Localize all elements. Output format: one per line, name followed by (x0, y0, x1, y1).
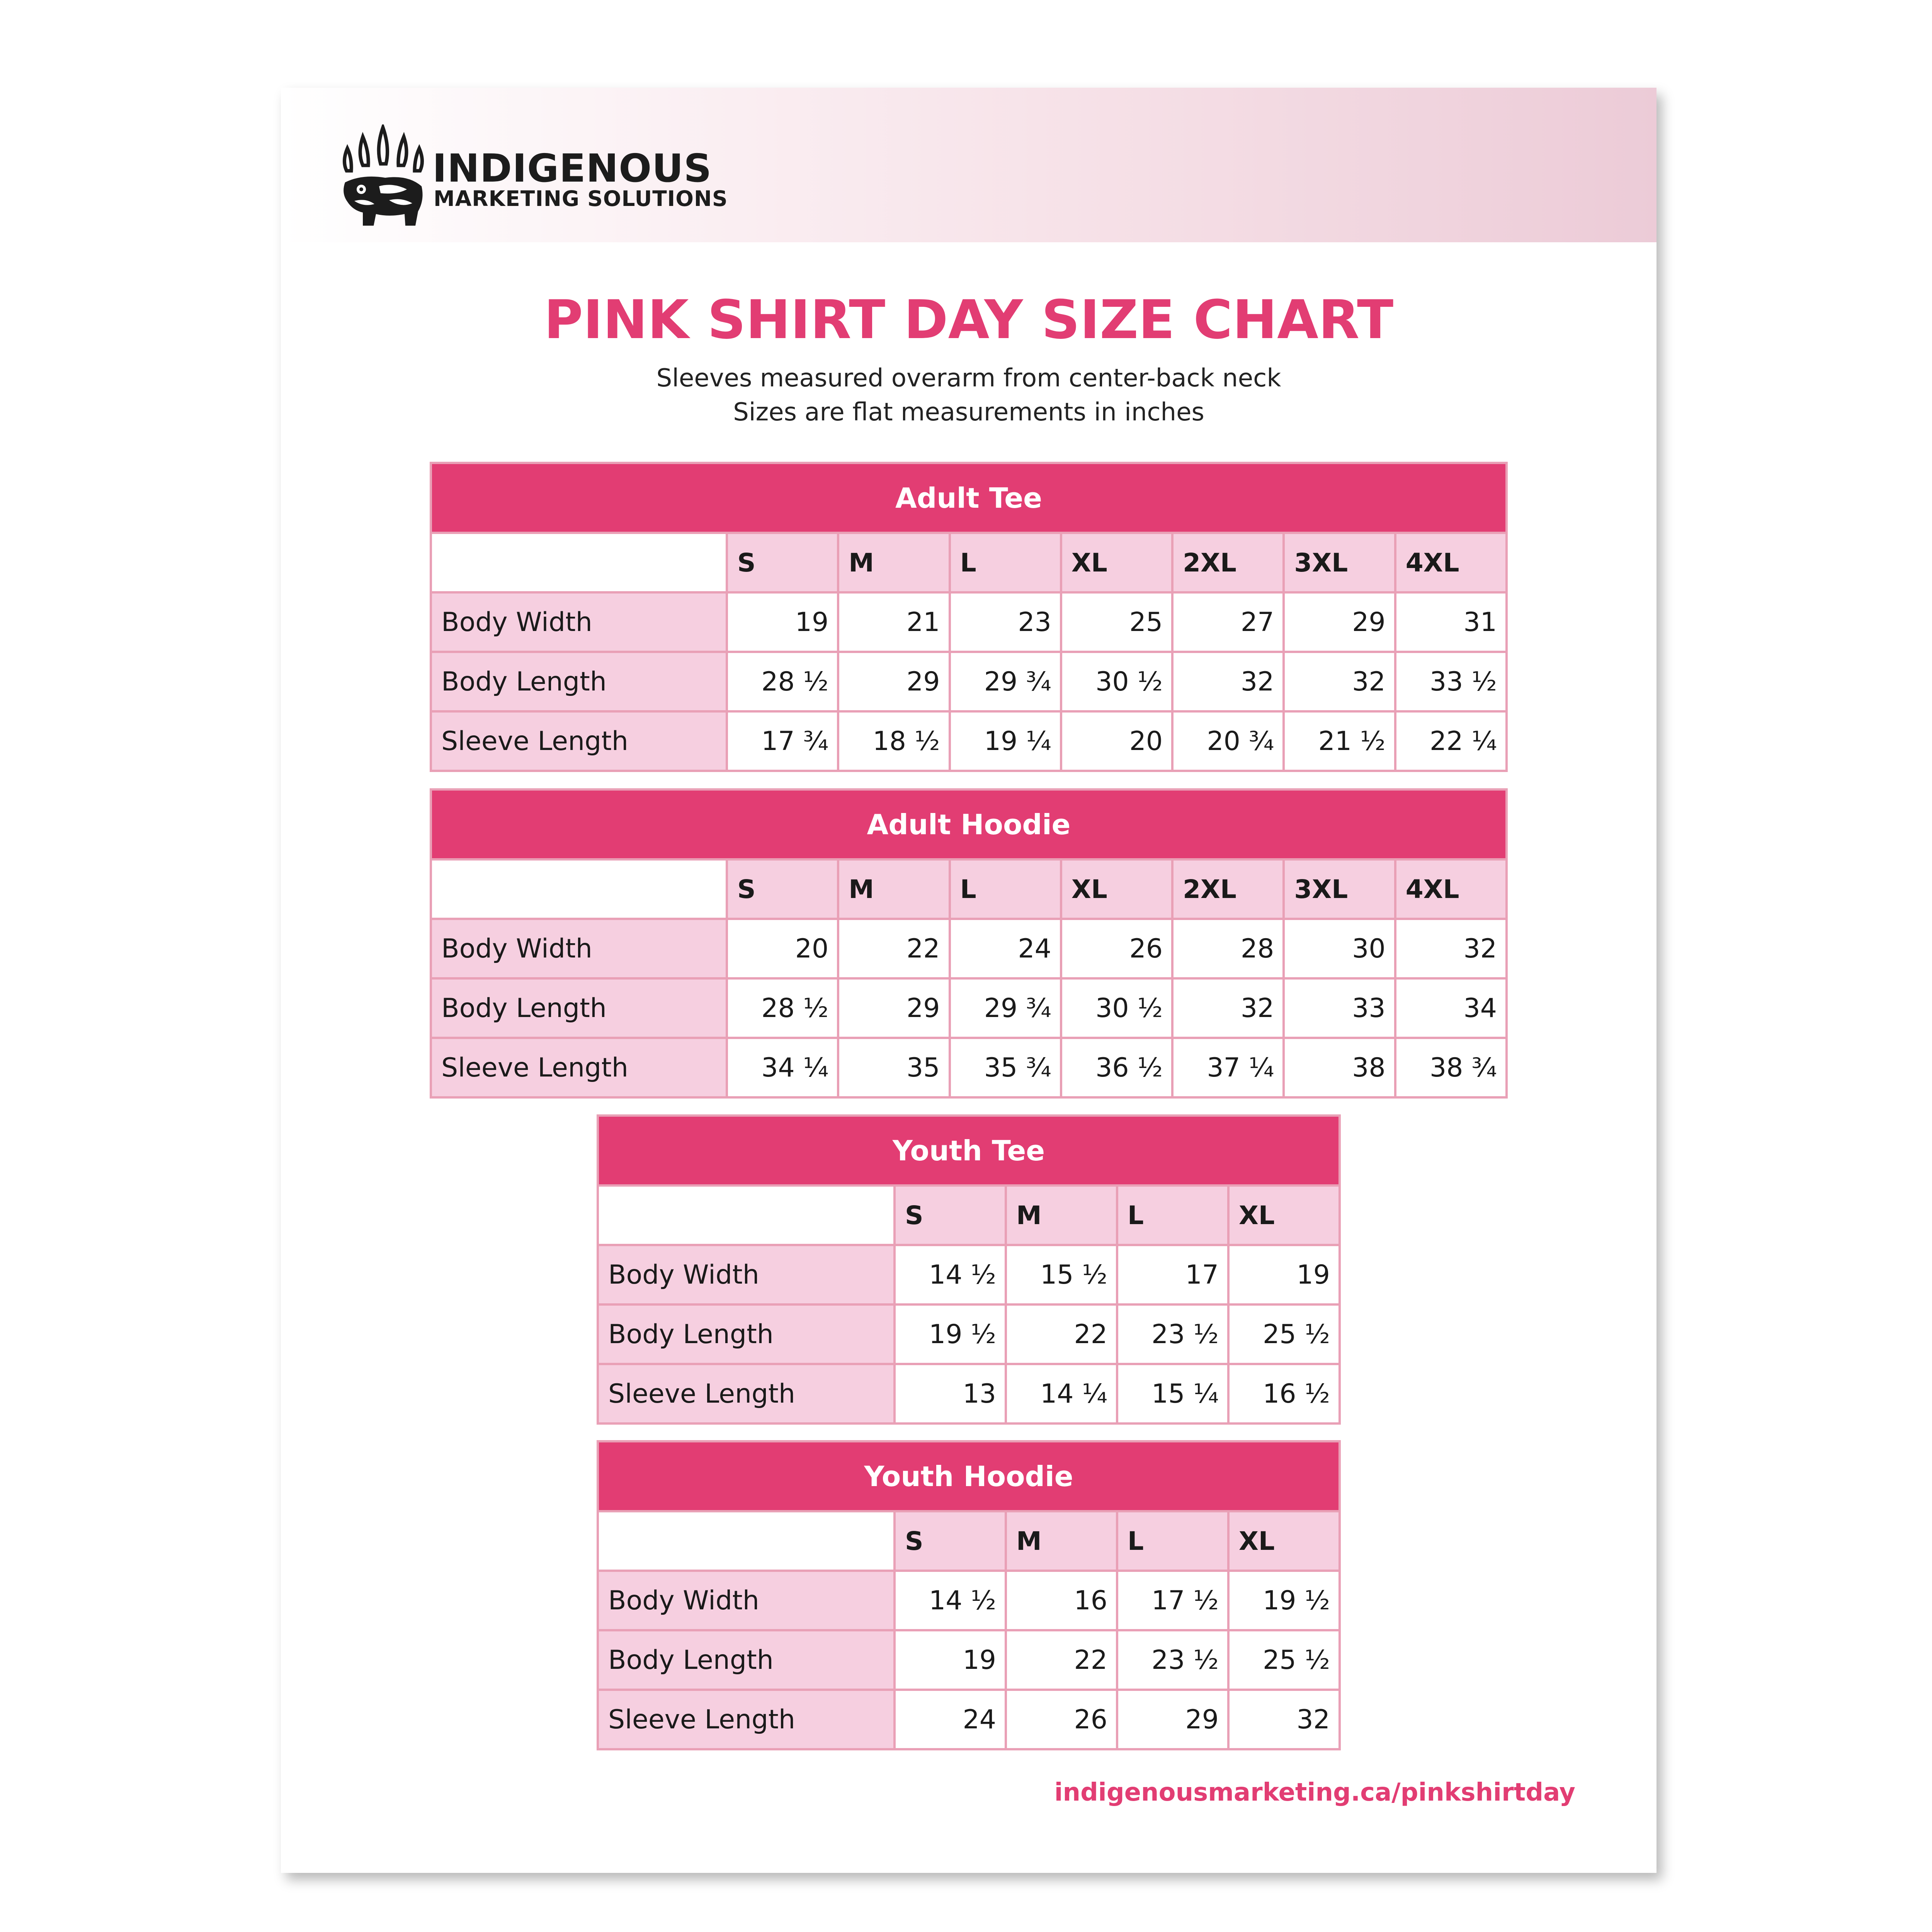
measurement-cell: 25 (1061, 592, 1172, 652)
measurement-cell: 21 (838, 592, 949, 652)
measurement-cell: 17 ¾ (727, 711, 838, 771)
measurement-cell: 37 ¼ (1172, 1038, 1284, 1097)
size-header: XL (1228, 1185, 1340, 1245)
size-header: 4XL (1395, 859, 1507, 919)
brand-name: INDIGENOUS (432, 146, 712, 191)
measurement-cell: 16 (1006, 1571, 1117, 1630)
size-header: 3XL (1284, 533, 1395, 592)
measurement-cell: 32 (1172, 652, 1284, 711)
measurement-cell: 17 ½ (1117, 1571, 1228, 1630)
size-header: 2XL (1172, 859, 1284, 919)
table-row (431, 652, 1507, 711)
measurement-cell: 38 (1284, 1038, 1395, 1097)
table-title: Adult Hoodie (431, 789, 1507, 859)
measurement-cell: 35 ¾ (950, 1038, 1061, 1097)
corner-cell (598, 1511, 895, 1571)
measurement-cell: 14 ¼ (1006, 1364, 1117, 1423)
size-header: 4XL (1395, 533, 1507, 592)
corner-cell (598, 1185, 895, 1245)
measurement-cell: 19 ¼ (950, 711, 1061, 771)
size-header: M (838, 859, 949, 919)
row-label: Body Length (598, 1304, 895, 1364)
size-header: L (1117, 1511, 1228, 1571)
table-row (598, 1245, 1340, 1304)
measurement-cell: 19 (727, 592, 838, 652)
measurement-cell: 31 (1395, 592, 1507, 652)
size-header: S (727, 859, 838, 919)
size-header: M (838, 533, 949, 592)
row-label: Body Length (598, 1630, 895, 1690)
measurement-cell: 38 ¾ (1395, 1038, 1507, 1097)
measurement-cell: 32 (1172, 978, 1284, 1038)
measurement-cell: 32 (1284, 652, 1395, 711)
measurement-cell: 26 (1006, 1690, 1117, 1749)
measurement-cell: 19 ½ (1228, 1571, 1340, 1630)
brand-tagline: MARKETING SOLUTIONS (434, 186, 728, 211)
measurement-cell: 16 ½ (1228, 1364, 1340, 1423)
size-header: L (950, 533, 1061, 592)
measurement-cell: 32 (1228, 1690, 1340, 1749)
measurement-cell: 34 ¼ (727, 1038, 838, 1097)
size-header: L (950, 859, 1061, 919)
row-label: Body Width (431, 919, 727, 978)
measurement-cell: 29 ¾ (950, 652, 1061, 711)
measurement-cell: 14 ½ (895, 1245, 1006, 1304)
size-chart-sheet (281, 88, 1656, 1873)
measurement-cell: 28 (1172, 919, 1284, 978)
measurement-cell: 20 (727, 919, 838, 978)
bear-claw-logo-icon (339, 124, 428, 227)
table-row (431, 592, 1507, 652)
measurement-cell: 34 (1395, 978, 1507, 1038)
measurement-cell: 22 (1006, 1630, 1117, 1690)
row-label: Body Width (598, 1245, 895, 1304)
measurement-cell: 15 ¼ (1117, 1364, 1228, 1423)
measurement-cell: 17 (1117, 1245, 1228, 1304)
size-header: 3XL (1284, 859, 1395, 919)
measurement-cell: 29 (1284, 592, 1395, 652)
measurement-cell: 22 (1006, 1304, 1117, 1364)
measurement-cell: 29 (838, 652, 949, 711)
table-title: Adult Tee (431, 463, 1507, 533)
measurement-cell: 19 ½ (895, 1304, 1006, 1364)
measurement-cell: 30 ½ (1061, 652, 1172, 711)
measurement-cell: 20 ¾ (1172, 711, 1284, 771)
measurement-cell: 35 (838, 1038, 949, 1097)
measurement-cell: 15 ½ (1006, 1245, 1117, 1304)
measurement-cell: 22 (838, 919, 949, 978)
table-row (598, 1304, 1340, 1364)
size-header: L (1117, 1185, 1228, 1245)
table-row (431, 711, 1507, 771)
measurement-cell: 25 ½ (1228, 1304, 1340, 1364)
measurement-cell: 30 (1284, 919, 1395, 978)
row-label: Body Length (431, 978, 727, 1038)
measurement-cell: 19 (1228, 1245, 1340, 1304)
measurement-cell: 20 (1061, 711, 1172, 771)
measurement-cell: 14 ½ (895, 1571, 1006, 1630)
size-header: XL (1061, 533, 1172, 592)
footer-url-link[interactable]: indigenousmarketing.ca/pinkshirtday (1054, 1778, 1575, 1807)
measurement-cell: 28 ½ (727, 978, 838, 1038)
table-row (431, 919, 1507, 978)
measurement-cell: 36 ½ (1061, 1038, 1172, 1097)
measurement-cell: 24 (895, 1690, 1006, 1749)
table-row (431, 1038, 1507, 1097)
measurement-cell: 21 ½ (1284, 711, 1395, 771)
measurement-cell: 19 (895, 1630, 1006, 1690)
table-row (598, 1364, 1340, 1423)
row-label: Body Length (431, 652, 727, 711)
youth-hoodie-table (597, 1440, 1341, 1750)
measurement-cell: 27 (1172, 592, 1284, 652)
measurement-cell: 26 (1061, 919, 1172, 978)
youth-tee-table (597, 1114, 1341, 1425)
measurement-cell: 30 ½ (1061, 978, 1172, 1038)
measurement-cell: 33 ½ (1395, 652, 1507, 711)
size-header: XL (1228, 1511, 1340, 1571)
row-label: Sleeve Length (431, 711, 727, 771)
size-header: S (895, 1185, 1006, 1245)
page-title: PINK SHIRT DAY SIZE CHART (544, 289, 1394, 351)
measurement-cell: 29 ¾ (950, 978, 1061, 1038)
row-label: Body Width (598, 1571, 895, 1630)
measurement-cell: 23 ½ (1117, 1630, 1228, 1690)
corner-cell (431, 533, 727, 592)
measurement-cell: 24 (950, 919, 1061, 978)
size-header: XL (1061, 859, 1172, 919)
size-header: M (1006, 1185, 1117, 1245)
measurement-cell: 18 ½ (838, 711, 949, 771)
measurement-cell: 29 (1117, 1690, 1228, 1749)
measurement-cell: 22 ¼ (1395, 711, 1507, 771)
measurement-cell: 25 ½ (1228, 1630, 1340, 1690)
subtitle-sleeve-note: Sleeves measured overarm from center-back neck (656, 364, 1281, 393)
table-row (598, 1571, 1340, 1630)
size-header: M (1006, 1511, 1117, 1571)
table-title: Youth Tee (598, 1116, 1340, 1185)
measurement-cell: 33 (1284, 978, 1395, 1038)
size-header: S (727, 533, 838, 592)
measurement-cell: 13 (895, 1364, 1006, 1423)
size-header: 2XL (1172, 533, 1284, 592)
adult-tee-table (430, 462, 1508, 772)
measurement-cell: 23 (950, 592, 1061, 652)
row-label: Body Width (431, 592, 727, 652)
size-header: S (895, 1511, 1006, 1571)
row-label: Sleeve Length (598, 1364, 895, 1423)
subtitle-units-note: Sizes are flat measurements in inches (733, 398, 1204, 427)
row-label: Sleeve Length (598, 1690, 895, 1749)
corner-cell (431, 859, 727, 919)
measurement-cell: 32 (1395, 919, 1507, 978)
table-row (431, 978, 1507, 1038)
adult-hoodie-table (430, 788, 1508, 1099)
table-title: Youth Hoodie (598, 1441, 1340, 1511)
table-row (598, 1690, 1340, 1749)
table-row (598, 1630, 1340, 1690)
measurement-cell: 28 ½ (727, 652, 838, 711)
measurement-cell: 23 ½ (1117, 1304, 1228, 1364)
measurement-cell: 29 (838, 978, 949, 1038)
row-label: Sleeve Length (431, 1038, 727, 1097)
